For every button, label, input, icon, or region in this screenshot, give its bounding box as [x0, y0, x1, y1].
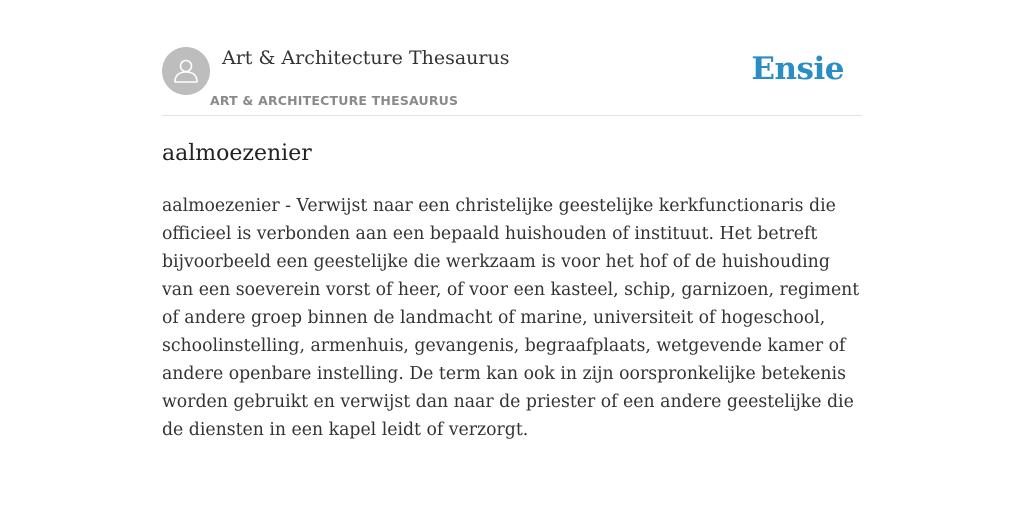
entry-title: aalmoezenier	[162, 141, 312, 166]
author-name[interactable]: Art & Architecture Thesaurus	[222, 47, 510, 69]
user-icon	[171, 56, 201, 86]
entry-card	[162, 0, 862, 512]
category-label[interactable]: ART & ARCHITECTURE THESAURUS	[210, 93, 459, 108]
site-logo[interactable]: Ensie	[751, 51, 844, 87]
header-divider	[162, 115, 862, 116]
author-avatar[interactable]	[162, 47, 210, 95]
entry-definition: aalmoezenier - Verwijst naar een christelijke geestelijke kerkfunctionaris die officieel is verbonden aan een bepaald huishouden of instituut. Het betreft bijvoorbeeld een geestelijke die werkzaam is voor het hof of de huishouding van een soeverein vorst of heer, of voor een kasteel, schip, garnizoen, regiment of andere groep binnen de landmacht of marine, universiteit of hogeschool, schoolinstelling, armenhuis, gevangenis, begraafplaats, wetgevende kamer of andere openbare instelling. De term kan ook in zijn oorspronkelijke betekenis worden gebruikt en verwijst dan naar de priester of een andere geestelijke die de diensten in een kapel leidt of verzorgt.	[162, 196, 860, 440]
